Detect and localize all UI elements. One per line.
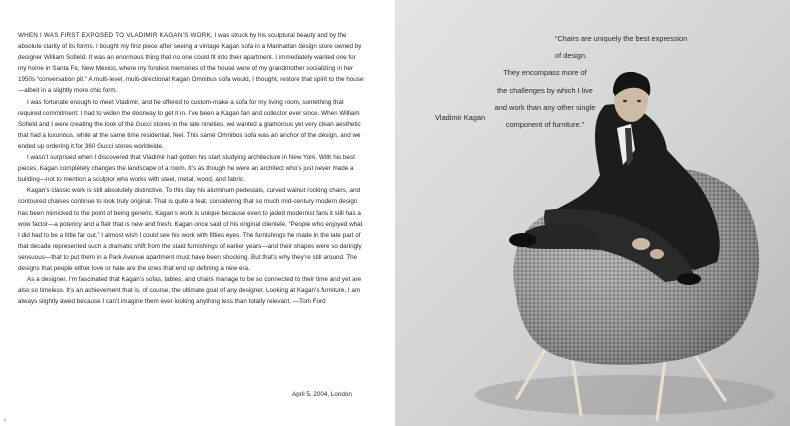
essay-text [18,30,364,307]
essay-closing-text: As a designer, I’m fascinated that Kagan’s sofas, tables, and chairs manage to be so connected to their time and yet are also so timeless. It’s an achievement that is, of course, the ultimate goal of any designer. Looking at Kagan’s furniture, I am always slightly awed because I can’t imagine them ever looking anything less than totally relevant. —Tom Ford [18,276,362,306]
essay-paragraph-4: Kagan’s classic work is still absolutely distinctive. To this day his aluminum pedestals, curved walnut rocking chairs, and contoured chaises continue to look truly original. That is quite a feat, considering that so much mid-century modern design has been mimicked to the point of being generic. Kagan’s work is unique because even to jaded modernist fans it still has a wow factor—a potency and a flair that is new and fresh. Kagan once said of his original clientele, “People who enjoyed what I did had to be a little far out.” I almost wish I could see his work with fifties eyes. The furnishings he made in the late part of that decade represented such a dramatic shift from the staid furnishings of earlier years—and their shapes were so daringly sensuous—that to put them in a Park Avenue apartment must have been shocking. But that’s why they’re still around. The designs that people either love or hate are the ones that end up defining a new era. [18,187,363,272]
quote-line-4: and work than any other single [494,102,596,112]
essay-paragraph-5 [18,274,364,307]
quote-line-1: “Chairs are uniquely the best expression of design. [555,34,688,61]
photo-page [395,0,790,426]
quote-line-2: They encompass more of [503,68,587,78]
dateline: April 5, 2004, London [292,391,352,398]
quote-line-5: component of furniture.” [505,120,585,130]
page-number: 6 [4,417,7,422]
quote-line-3: the challenges by which I live [497,85,593,95]
essay-paragraph-1: WHEN I WAS FIRST EXPOSED TO VLADIMIR KAGAN’S WORK, I was struck by his sculptural beauty and by the absolute clarity of its forms. I bought my first piece after seeing a vintage Kagan sofa in a Manhattan design store owned by designer William Sofield. It was an enormous thing that no one could fit into their apartment. I immediately wanted one for my home in Santa Fe, New Mexico, where my fondest memories of the house were of my grandmother socializing in her 1950s “conversation pit.” A multi-level, multi-directional Kagan Omnibus sofa would, I thought, restore that spirit to the house—albeit in a slightly more chic form. [18,32,364,95]
essay-paragraph-2: I was fortunate enough to meet Vladimir, and he offered to custom-make a sofa for my living room, something that required commitment: I had to widen the doorway to get it in. I’ve been a Kagan fan and collector ever since. When William Sofield and I were creating the look of the Gucci stores in the late nineties, we wanted a glamorous yet very clean aesthetic that had a luxurious, while at the same time residential, feel. This same Omnibus sofa was an anchor of the design, and we ended up ordering it for 360 Gucci stores worldwide. [18,98,361,150]
essay-lead-in: WHEN I WAS FIRST EXPOSED TO VLADIMIR KAGAN’S WORK, [18,32,213,39]
quote-attribution: Vladimir Kagan [435,113,486,122]
essay-paragraph-3: I wasn’t surprised when I discovered that Vladimir had gotten his start studying architecture in New York. With his best pieces, Kagan completely changes the landscape of a room. It’s as though he were an architect who’s just never made a building—not to mention a sculptor who works with steel, metal, wood, and fabric. [18,154,355,184]
